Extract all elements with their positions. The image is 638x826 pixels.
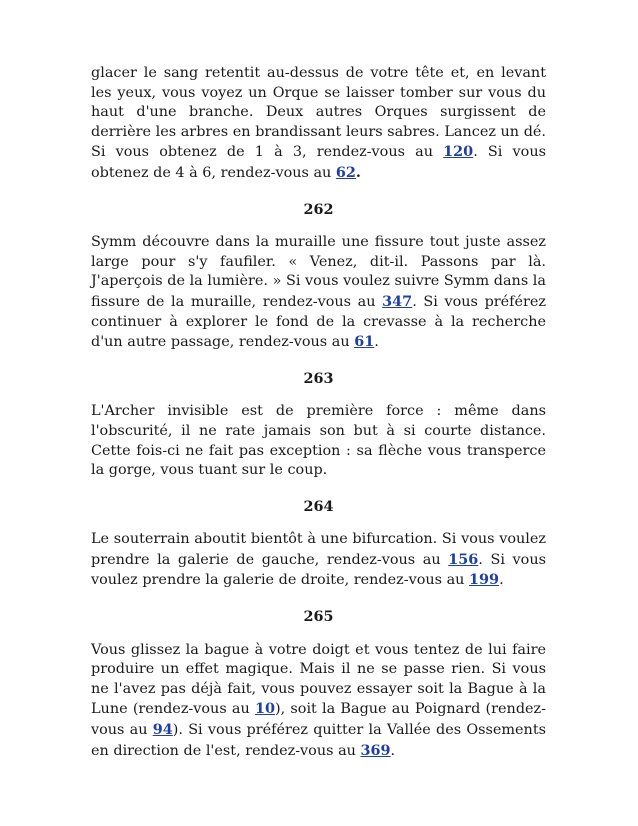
text-run: . Si vous préférez continuer à explorer le fond de la crevasse à la recherche d'un autre passage, rendez-vous au (91, 293, 546, 351)
text-run: L'Archer invisible est de première force : même dans l'obscurité, il ne rate jamais son but à si courte distance. Cette fois-ci ne fait pas exception : sa flèche vous transperce la gorge, vous tuant sur le coup. (91, 403, 546, 479)
book-page (91, 64, 546, 761)
text-run: . (499, 572, 504, 589)
section-link[interactable]: 347 (382, 292, 413, 310)
text-run: Symm découvre dans la muraille une fissure tout juste assez large pour s'y faufiler. « Venez, dit-il. Passons par là. J'aperçois de la lumière. » Si vous voulez suivre Symm dans la fissure de la muraille, rendez-vous au (91, 234, 546, 310)
section-link[interactable]: 10 (254, 700, 275, 718)
text-run: Le souterrain aboutit bientôt à une bifurcation. Si vous voulez prendre la galerie de gauche, rendez-vous au (91, 531, 546, 568)
text-run: . (374, 334, 379, 351)
section-link[interactable]: 369 (360, 741, 391, 759)
text-run: ), soit la Bague au Poignard (rendez-vous au (91, 701, 546, 739)
text-run: glacer le sang retentit au-dessus de votre tête et, en levant les yeux, vous voyez un Orque se laisser tomber sur vous du haut d'une branche. Deux autres Orques surgissent de derrière les arbres en brandissant leurs sabres. Lancez un dé. Si vous obtenez de 1 à 3, rendez-vous au (91, 65, 546, 161)
section-text (91, 530, 546, 591)
section-link[interactable]: 61 (354, 333, 375, 351)
section-text (91, 64, 546, 184)
text-run: . (390, 742, 396, 759)
section-link[interactable]: 120 (443, 143, 474, 161)
section-text (91, 233, 546, 353)
section-link[interactable]: 199 (469, 571, 500, 589)
section-link[interactable]: 62 (335, 163, 356, 181)
text-run: . (355, 163, 361, 181)
section-link[interactable]: 156 (448, 550, 479, 568)
section-number: 265 (303, 608, 334, 626)
section-number: 264 (303, 497, 334, 515)
section-number: 262 (303, 200, 334, 218)
text-run: . Si vous voulez prendre la galerie de droite, rendez-vous au (91, 551, 546, 589)
section-link[interactable]: 94 (152, 721, 173, 739)
text-run: . Si vous obtenez de 4 à 6, rendez-vous au (91, 144, 546, 181)
section-text (91, 641, 546, 762)
text-run: Vous glissez la bague à votre doigt et vous tentez de lui faire produire un effet magique. Mais il ne se passe rien. Si vous ne l'avez pas déjà fait, vous pouvez essayer soit la Bague à la Lune (rendez-vous au (91, 641, 546, 718)
section-text (91, 402, 546, 480)
text-run: ). Si vous préférez quitter la Vallée des Ossements en direction de l'est, rendez-vous au (91, 722, 546, 759)
section-number: 263 (303, 369, 334, 387)
